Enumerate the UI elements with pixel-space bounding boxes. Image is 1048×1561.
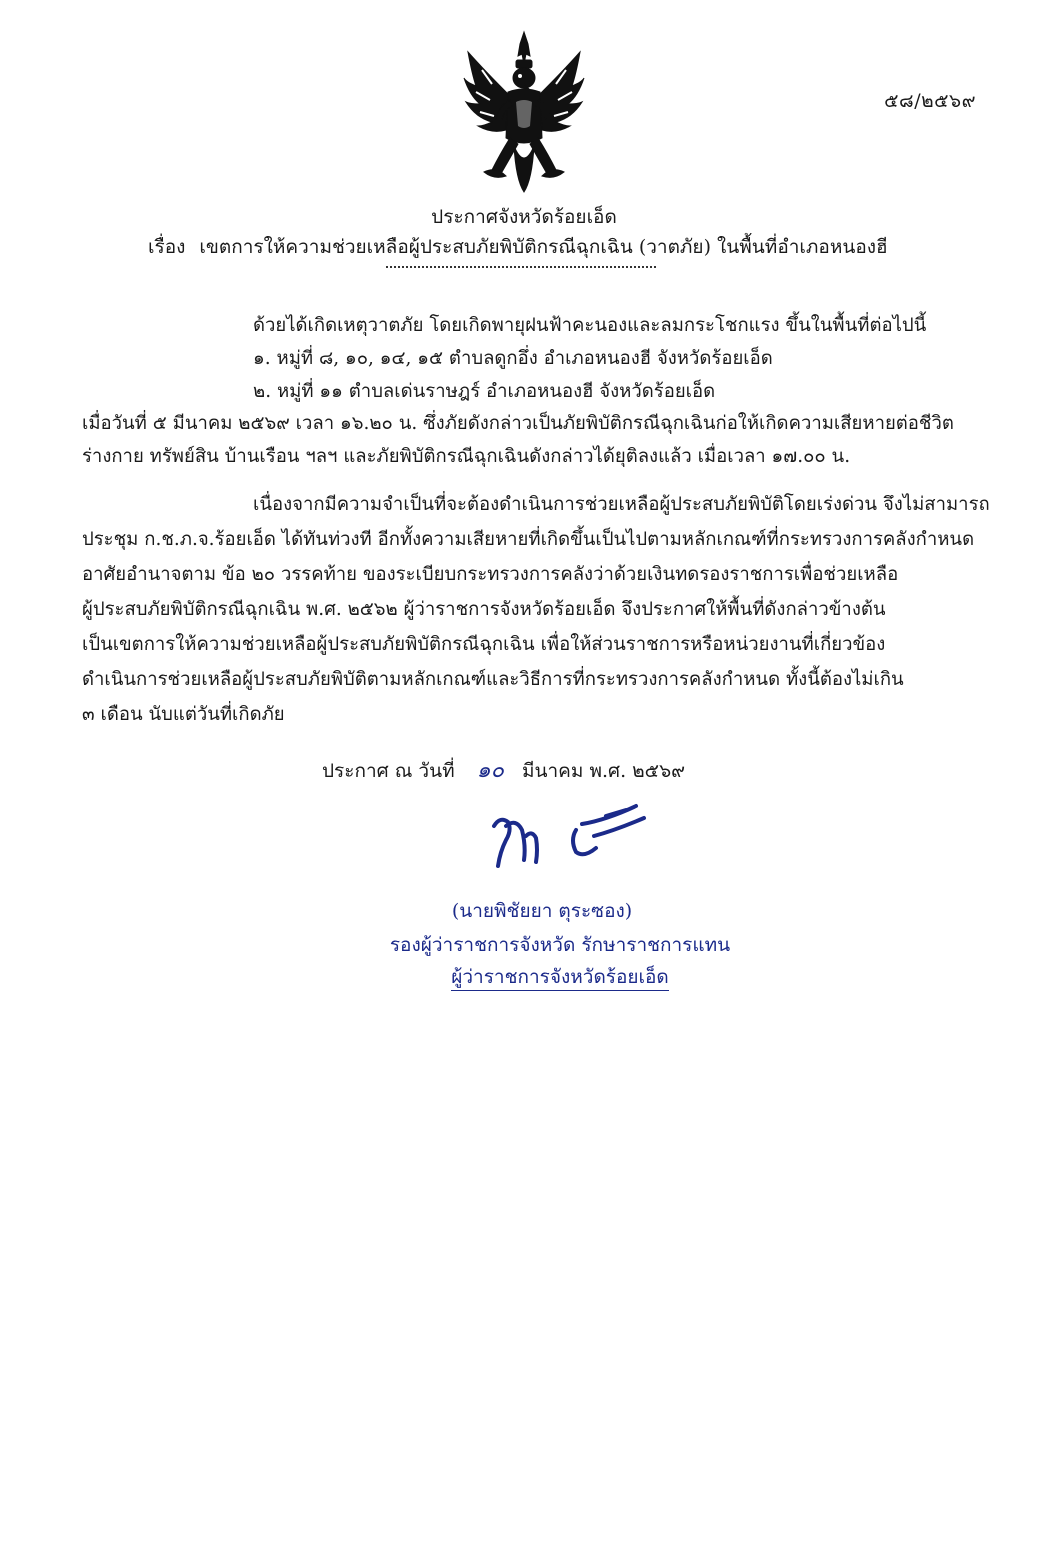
signer-position-2-text: ผู้ว่าราชการจังหวัดร้อยเอ็ด xyxy=(451,966,669,991)
announce-day: ๑๐ xyxy=(476,758,504,783)
affected-area-item-1: ๑. หมู่ที่ ๘, ๑๐, ๑๔, ๑๕ ตำบลดูกอึ่ง อำเภอหนองฮี จังหวัดร้อยเอ็ด xyxy=(253,348,773,369)
garuda-emblem-icon xyxy=(462,30,586,196)
paragraph-2-line-1: เนื่องจากมีความจำเป็นที่จะต้องดำเนินการช่วยเหลือผู้ประสบภัยพิบัติโดยเร่งด่วน จึงไม่สามารถ xyxy=(253,494,990,515)
event-line-1: เมื่อวันที่ ๕ มีนาคม ๒๕๖๙ เวลา ๑๖.๒๐ น. ซึ่งภัยดังกล่าวเป็นภัยพิบัติกรณีฉุกเฉินก่อให้เกิดความเสียหายต่อชีวิต xyxy=(82,413,954,434)
signer-position-1: รองผู้ว่าราชการจังหวัด รักษาราชการแทน xyxy=(389,934,731,956)
intro-paragraph: ด้วยได้เกิดเหตุวาตภัย โดยเกิดพายุฝนฟ้าคะนองและลมกระโชกแรง ขึ้นในพื้นที่ต่อไปนี้ xyxy=(253,315,927,336)
announcement-date xyxy=(322,752,685,787)
affected-area-item-2: ๒. หมู่ที่ ๑๑ ตำบลเด่นราษฎร์ อำเภอหนองฮี จังหวัดร้อยเอ็ด xyxy=(253,381,716,402)
subject-text: เขตการให้ความช่วยเหลือผู้ประสบภัยพิบัติกรณีฉุกเฉิน (วาตภัย) ในพื้นที่อำเภอหนองฮี xyxy=(199,236,888,258)
paragraph-2-line-6: ดำเนินการช่วยเหลือผู้ประสบภัยพิบัติตามหลักเกณฑ์และวิธีการที่กระทรวงการคลังกำหนด ทั้งนี้ต้องไม่เกิน xyxy=(82,669,904,690)
page-title: ประกาศจังหวัดร้อยเอ็ด xyxy=(431,206,617,228)
dotted-divider xyxy=(386,266,656,268)
event-line-2: ร่างกาย ทรัพย์สิน บ้านเรือน ฯลฯ และภัยพิบัติกรณีฉุกเฉินดังกล่าวได้ยุติลงแล้ว เมื่อเวลา ๑๗.๐๐ น. xyxy=(82,446,851,467)
document-number: ๕๘/๒๕๖๙ xyxy=(884,90,976,112)
paragraph-2-line-7: ๓ เดือน นับแต่วันที่เกิดภัย xyxy=(82,704,285,725)
subject-label: เรื่อง xyxy=(148,236,186,258)
paragraph-2-line-3: อาศัยอำนาจตาม ข้อ ๒๐ วรรคท้าย ของระเบียบกระทรวงการคลังว่าด้วยเงินทดรองราชการเพื่อช่วยเหลือ xyxy=(82,564,899,585)
paragraph-2-line-4: ผู้ประสบภัยพิบัติกรณีฉุกเฉิน พ.ศ. ๒๕๖๒ ผู้ว่าราชการจังหวัดร้อยเอ็ด จึงประกาศให้พื้นที่ดังกล่าวข้างต้น xyxy=(82,599,886,620)
subject-line xyxy=(148,232,888,262)
announce-prefix: ประกาศ ณ วันที่ xyxy=(322,760,455,782)
handwritten-signature xyxy=(486,796,656,876)
signer-name: (นายพิชัยยา ตุระซอง) xyxy=(451,900,633,922)
paragraph-2-line-2: ประชุม ก.ช.ภ.จ.ร้อยเอ็ด ได้ทันท่วงที อีกทั้งความเสียหายที่เกิดขึ้นเป็นไปตามหลักเกณฑ์ที่กระทรวงการคลังกำหนด xyxy=(82,529,975,550)
signer-position-2 xyxy=(36,962,1048,992)
announce-suffix: มีนาคม พ.ศ. ๒๕๖๙ xyxy=(522,760,686,782)
paragraph-2-line-5: เป็นเขตการให้ความช่วยเหลือผู้ประสบภัยพิบัติกรณีฉุกเฉิน เพื่อให้ส่วนราชการหรือหน่วยงานที่เกี่ยวข้อง xyxy=(82,634,886,655)
